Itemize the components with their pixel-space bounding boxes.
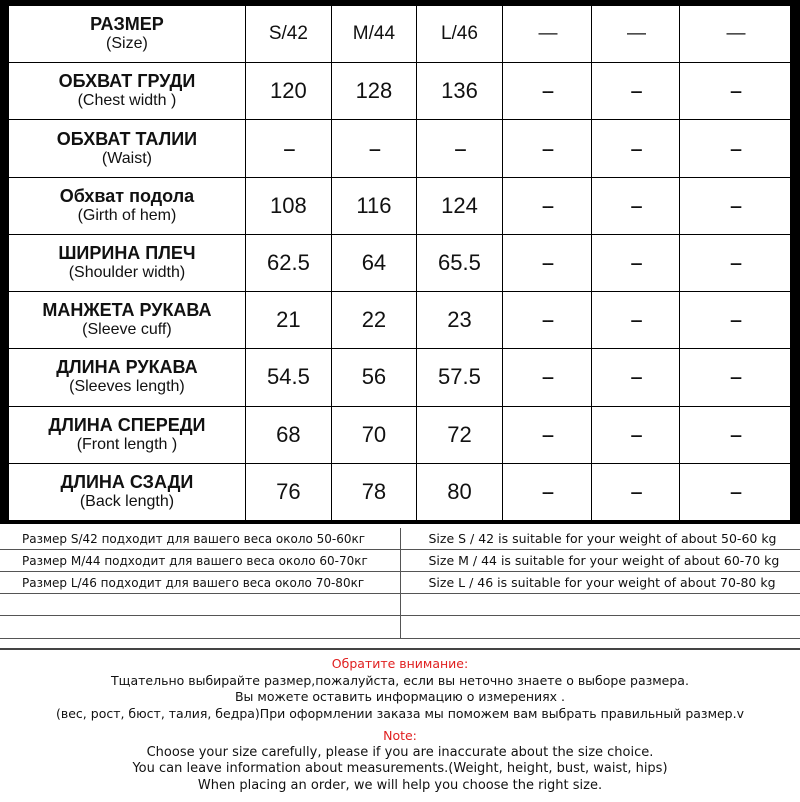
russian-note-title: Обратите внимание: xyxy=(331,656,469,671)
measurement-label xyxy=(5,3,246,63)
measurement-label xyxy=(5,234,246,291)
measurement-value: -- xyxy=(502,292,591,349)
russian-note-line: Вы можете оставить информацию о измерениях . xyxy=(234,689,566,704)
size-header-cell: — xyxy=(502,3,591,63)
size-header-cell: L/46 xyxy=(416,3,502,63)
measurement-value: 72 xyxy=(416,406,502,463)
weight-text-ru: Размер M/44 подходит для вашего веса около 60-70кг xyxy=(0,550,400,572)
measurement-label-en: (Chest width ) xyxy=(77,92,177,110)
size-row xyxy=(5,120,796,177)
english-note xyxy=(0,728,800,794)
measurement-value: 116 xyxy=(331,177,416,234)
measurement-value: -- xyxy=(680,63,795,120)
empty-cell xyxy=(0,594,400,616)
measurement-label-ru: ДЛИНА СПЕРЕДИ xyxy=(48,414,206,435)
measurement-label-ru: ОБХВАТ ТАЛИИ xyxy=(56,128,198,149)
measurement-value: -- xyxy=(592,120,680,177)
measurement-value: 128 xyxy=(331,63,416,120)
weight-text-en: Size L / 46 is suitable for your weight of about 70-80 kg xyxy=(400,572,800,594)
size-row xyxy=(5,63,796,120)
measurement-value: -- xyxy=(592,406,680,463)
size-row xyxy=(5,463,796,522)
russian-note-line: Тщательно выбирайте размер,пожалуйста, если вы неточно знаете о выборе размера. xyxy=(111,672,689,688)
russian-note xyxy=(0,656,800,722)
measurement-label xyxy=(5,63,246,120)
measurement-value: -- xyxy=(680,349,795,406)
measurement-label-en: (Girth of hem) xyxy=(77,206,177,224)
notes-section xyxy=(0,648,800,802)
measurement-value: 68 xyxy=(245,406,331,463)
measurement-value: 54.5 xyxy=(245,349,331,406)
english-note-title: Note: xyxy=(383,728,417,743)
measurement-value: 108 xyxy=(245,177,331,234)
measurement-value: -- xyxy=(331,120,416,177)
russian-note-line: (вес, рост, бюст, талия, бедра)При оформлении заказа мы поможем вам выбрать правильный размер.v xyxy=(56,705,744,721)
measurement-label-ru: ШИРИНА ПЛЕЧ xyxy=(58,242,196,263)
weight-text-ru: Размер S/42 подходит для вашего веса около 50-60кг xyxy=(0,528,400,550)
weight-text-en: Size S / 42 is suitable for your weight of about 50-60 kg xyxy=(400,528,800,550)
measurement-value: 120 xyxy=(245,63,331,120)
measurement-label-ru: ДЛИНА РУКАВА xyxy=(56,357,198,378)
size-row xyxy=(5,406,796,463)
measurement-value: -- xyxy=(502,406,591,463)
measurement-value: 136 xyxy=(416,63,502,120)
measurement-value: 70 xyxy=(331,406,416,463)
measurement-value: -- xyxy=(502,463,591,522)
empty-row xyxy=(0,594,800,616)
measurement-label-en: (Sleeve cuff) xyxy=(82,321,172,339)
measurement-value: -- xyxy=(502,349,591,406)
empty-cell xyxy=(400,616,800,639)
measurement-label-en: (Back length) xyxy=(79,492,175,510)
measurement-label xyxy=(5,406,246,463)
measurement-value: 21 xyxy=(245,292,331,349)
measurement-value: -- xyxy=(502,234,591,291)
measurement-value: 57.5 xyxy=(416,349,502,406)
measurement-label-en: (Size) xyxy=(106,35,148,53)
english-note-line: When placing an order, we will help you choose the right size. xyxy=(197,777,603,793)
measurement-value: 23 xyxy=(416,292,502,349)
weight-row xyxy=(0,528,800,550)
measurement-label-ru: ДЛИНА СЗАДИ xyxy=(60,471,194,492)
measurement-label-en: (Waist) xyxy=(101,149,152,167)
measurement-value: -- xyxy=(680,292,795,349)
measurement-label-en: (Shoulder width) xyxy=(68,263,186,281)
measurement-value: 64 xyxy=(331,234,416,291)
measurement-label-ru: РАЗМЕР xyxy=(90,14,164,35)
measurement-value: 76 xyxy=(245,463,331,522)
weight-text-en: Size M / 44 is suitable for your weight of about 60-70 kg xyxy=(400,550,800,572)
empty-cell xyxy=(400,594,800,616)
measurement-value: -- xyxy=(502,177,591,234)
english-note-line: You can leave information about measurements.(Weight, height, bust, waist, hips) xyxy=(132,761,668,776)
weight-row xyxy=(0,572,800,594)
measurement-label-ru: МАНЖЕТА РУКАВА xyxy=(42,300,212,321)
measurement-value: -- xyxy=(502,63,591,120)
measurement-value: -- xyxy=(680,177,795,234)
size-row xyxy=(5,3,796,63)
empty-row xyxy=(0,616,800,639)
measurement-label xyxy=(5,349,246,406)
measurement-value: 62.5 xyxy=(245,234,331,291)
measurement-value: 56 xyxy=(331,349,416,406)
size-header-cell: M/44 xyxy=(331,3,416,63)
measurement-label-en: (Front length ) xyxy=(76,435,178,453)
measurement-value: -- xyxy=(592,349,680,406)
measurement-value: -- xyxy=(680,120,795,177)
measurement-value: -- xyxy=(680,463,795,522)
measurement-label xyxy=(5,120,246,177)
measurement-value: 78 xyxy=(331,463,416,522)
size-row xyxy=(5,349,796,406)
measurement-value: -- xyxy=(680,406,795,463)
measurement-value: -- xyxy=(502,120,591,177)
measurement-label xyxy=(5,463,246,522)
weight-guide-table xyxy=(0,528,800,639)
measurement-value: -- xyxy=(592,463,680,522)
measurement-value: 22 xyxy=(331,292,416,349)
measurement-value: 80 xyxy=(416,463,502,522)
size-row xyxy=(5,234,796,291)
measurement-label xyxy=(5,177,246,234)
measurement-value: -- xyxy=(245,120,331,177)
size-row xyxy=(5,292,796,349)
english-note-line: Choose your size carefully, please if you are inaccurate about the size choice. xyxy=(146,744,654,760)
measurement-label-en: (Sleeves length) xyxy=(69,378,185,396)
size-header-cell: — xyxy=(680,3,795,63)
measurement-value: -- xyxy=(680,234,795,291)
size-header-cell: — xyxy=(592,3,680,63)
measurement-label-ru: ОБХВАТ ГРУДИ xyxy=(58,71,196,92)
measurement-label xyxy=(5,292,246,349)
weight-row xyxy=(0,550,800,572)
empty-cell xyxy=(0,616,400,639)
measurement-value: -- xyxy=(592,177,680,234)
measurement-value: 65.5 xyxy=(416,234,502,291)
measurement-value: -- xyxy=(416,120,502,177)
measurement-value: -- xyxy=(592,234,680,291)
size-row xyxy=(5,177,796,234)
measurement-label-ru: Обхват подола xyxy=(59,185,195,206)
weight-text-ru: Размер L/46 подходит для вашего веса около 70-80кг xyxy=(0,572,400,594)
measurement-value: -- xyxy=(592,63,680,120)
measurement-value: 124 xyxy=(416,177,502,234)
size-header-cell: S/42 xyxy=(245,3,331,63)
measurement-value: -- xyxy=(592,292,680,349)
